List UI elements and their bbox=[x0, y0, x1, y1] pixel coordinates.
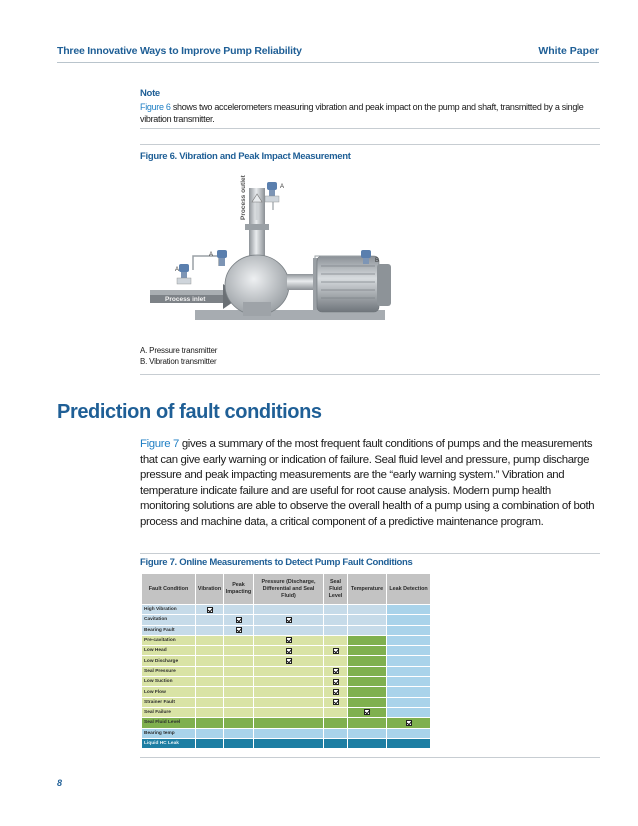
process-inlet-label: Process inlet bbox=[165, 296, 206, 303]
measurement-cell bbox=[196, 646, 224, 656]
measurement-cell bbox=[196, 707, 224, 717]
running-header-title: Three Innovative Ways to Improve Pump Reliability bbox=[57, 45, 302, 57]
checkmark-icon bbox=[333, 699, 339, 705]
pressure-transmitter-a-inlet bbox=[177, 264, 191, 284]
fault-condition-cell: Low Discharge bbox=[142, 656, 196, 666]
measurement-cell bbox=[387, 697, 431, 707]
measurement-cell bbox=[387, 625, 431, 635]
fault-condition-cell: Strainer Fault bbox=[142, 697, 196, 707]
measurement-cell bbox=[254, 666, 324, 676]
fault-conditions-table bbox=[141, 573, 431, 749]
measurement-cell bbox=[224, 687, 254, 697]
table-row bbox=[142, 625, 431, 635]
fault-condition-cell: Bearing temp bbox=[142, 728, 196, 738]
note-title: Note bbox=[140, 88, 160, 99]
table-row bbox=[142, 615, 431, 625]
measurement-cell bbox=[254, 718, 324, 728]
measurement-cell bbox=[254, 677, 324, 687]
measurement-cell bbox=[254, 646, 324, 656]
fault-condition-cell: Pre-cavitation bbox=[142, 635, 196, 645]
fault-condition-cell: Liquid HC Leak bbox=[142, 738, 196, 748]
checkmark-icon bbox=[286, 658, 292, 664]
legend-item-b: B. Vibration transmitter bbox=[140, 357, 217, 366]
measurement-cell bbox=[324, 625, 348, 635]
measurement-cell bbox=[348, 718, 387, 728]
running-header-doc-type: White Paper bbox=[538, 45, 599, 57]
column-header: Pressure (Discharge, Differential and Seal Fluid) bbox=[254, 574, 324, 605]
checkmark-icon bbox=[286, 648, 292, 654]
table-row bbox=[142, 605, 431, 615]
checkmark-icon bbox=[207, 607, 213, 613]
header-rule bbox=[57, 62, 599, 63]
fault-condition-cell: Bearing Fault bbox=[142, 625, 196, 635]
measurement-cell bbox=[224, 728, 254, 738]
measurement-cell bbox=[196, 656, 224, 666]
measurement-cell bbox=[224, 615, 254, 625]
measurement-cell bbox=[254, 625, 324, 635]
label-a-casing: A bbox=[209, 252, 214, 258]
checkmark-icon bbox=[333, 679, 339, 685]
measurement-cell bbox=[348, 697, 387, 707]
table-header-row bbox=[142, 574, 431, 605]
note-rule bbox=[140, 128, 600, 129]
figure7-top-rule bbox=[140, 553, 600, 554]
motor bbox=[317, 256, 379, 312]
figure6-top-rule bbox=[140, 144, 600, 145]
measurement-cell bbox=[196, 687, 224, 697]
measurement-cell bbox=[196, 615, 224, 625]
measurement-cell bbox=[254, 635, 324, 645]
column-header: Temperature bbox=[348, 574, 387, 605]
checkmark-icon bbox=[333, 648, 339, 654]
measurement-cell bbox=[224, 646, 254, 656]
fault-condition-cell: Low Suction bbox=[142, 677, 196, 687]
checkmark-icon bbox=[236, 627, 242, 633]
measurement-cell bbox=[224, 635, 254, 645]
measurement-cell bbox=[324, 605, 348, 615]
measurement-cell bbox=[324, 677, 348, 687]
legend-item-a: A. Pressure transmitter bbox=[140, 346, 218, 355]
measurement-cell bbox=[224, 707, 254, 717]
measurement-cell bbox=[324, 697, 348, 707]
checkmark-icon bbox=[333, 689, 339, 695]
table-row bbox=[142, 646, 431, 656]
checkmark-icon bbox=[236, 617, 242, 623]
section-heading: Prediction of fault conditions bbox=[57, 401, 322, 423]
table-row bbox=[142, 635, 431, 645]
measurement-cell bbox=[324, 738, 348, 748]
measurement-cell bbox=[387, 687, 431, 697]
measurement-cell bbox=[224, 625, 254, 635]
figure6-bottom-rule bbox=[140, 374, 600, 375]
measurement-cell bbox=[254, 707, 324, 717]
figure-7-link[interactable]: Figure 7 bbox=[140, 438, 179, 450]
measurement-cell bbox=[254, 615, 324, 625]
column-header: Fault Condition bbox=[142, 574, 196, 605]
measurement-cell bbox=[387, 605, 431, 615]
fault-condition-cell: Low Head bbox=[142, 646, 196, 656]
measurement-cell bbox=[348, 677, 387, 687]
column-header: Vibration bbox=[196, 574, 224, 605]
table-row bbox=[142, 677, 431, 687]
measurement-cell bbox=[196, 625, 224, 635]
fault-condition-cell: Seal Failure bbox=[142, 707, 196, 717]
measurement-cell bbox=[254, 605, 324, 615]
column-header: Peak Impacting bbox=[224, 574, 254, 605]
column-header: Seal Fluid Level bbox=[324, 574, 348, 605]
measurement-cell bbox=[324, 656, 348, 666]
measurement-cell bbox=[196, 677, 224, 687]
measurement-cell bbox=[348, 666, 387, 676]
measurement-cell bbox=[387, 646, 431, 656]
measurement-cell bbox=[348, 687, 387, 697]
measurement-cell bbox=[196, 605, 224, 615]
pressure-transmitter-a-outlet bbox=[265, 182, 279, 202]
measurement-cell bbox=[324, 635, 348, 645]
figure7-bottom-rule bbox=[140, 757, 600, 758]
measurement-cell bbox=[387, 666, 431, 676]
measurement-cell bbox=[254, 728, 324, 738]
measurement-cell bbox=[387, 738, 431, 748]
measurement-cell bbox=[387, 707, 431, 717]
table-row bbox=[142, 728, 431, 738]
fault-condition-cell: Seal Pressure bbox=[142, 666, 196, 676]
measurement-cell bbox=[224, 718, 254, 728]
measurement-cell bbox=[224, 697, 254, 707]
measurement-cell bbox=[224, 677, 254, 687]
figure6-legend bbox=[140, 345, 217, 367]
table-row bbox=[142, 697, 431, 707]
measurement-cell bbox=[196, 697, 224, 707]
measurement-cell bbox=[348, 707, 387, 717]
measurement-cell bbox=[348, 625, 387, 635]
table-row bbox=[142, 687, 431, 697]
measurement-cell bbox=[387, 728, 431, 738]
fault-condition-cell: Low Flow bbox=[142, 687, 196, 697]
measurement-cell bbox=[196, 738, 224, 748]
figure-6-link[interactable]: Figure 6 bbox=[140, 101, 171, 112]
figure6-pump-diagram bbox=[145, 170, 445, 338]
measurement-cell bbox=[387, 635, 431, 645]
measurement-cell bbox=[348, 635, 387, 645]
measurement-cell bbox=[196, 635, 224, 645]
table-row bbox=[142, 707, 431, 717]
measurement-cell bbox=[387, 615, 431, 625]
label-b: B bbox=[375, 258, 380, 264]
measurement-cell bbox=[224, 605, 254, 615]
measurement-cell bbox=[254, 697, 324, 707]
measurement-cell bbox=[224, 738, 254, 748]
measurement-cell bbox=[224, 656, 254, 666]
measurement-cell bbox=[348, 738, 387, 748]
measurement-cell bbox=[348, 615, 387, 625]
checkmark-icon bbox=[406, 720, 412, 726]
note-body: shows two accelerometers measuring vibration and peak impact on the pump and shaft, transmitted by a single vibration transmitter. bbox=[140, 101, 584, 124]
measurement-cell bbox=[348, 646, 387, 656]
note-text bbox=[140, 101, 600, 126]
table-row bbox=[142, 718, 431, 728]
table-body bbox=[142, 605, 431, 749]
process-outlet-label: Process outlet bbox=[240, 175, 247, 220]
checkmark-icon bbox=[286, 617, 292, 623]
measurement-cell bbox=[196, 666, 224, 676]
measurement-cell bbox=[324, 707, 348, 717]
label-a-outlet: A bbox=[280, 184, 285, 190]
measurement-cell bbox=[196, 718, 224, 728]
label-a-inlet: A bbox=[175, 267, 180, 273]
measurement-cell bbox=[387, 656, 431, 666]
section-paragraph bbox=[140, 437, 600, 530]
measurement-cell bbox=[224, 666, 254, 676]
checkmark-icon bbox=[333, 668, 339, 674]
table-row bbox=[142, 738, 431, 748]
checkmark-icon bbox=[364, 709, 370, 715]
figure7-title: Figure 7. Online Measurements to Detect Pump Fault Conditions bbox=[140, 557, 413, 568]
measurement-cell bbox=[254, 738, 324, 748]
measurement-cell bbox=[324, 666, 348, 676]
measurement-cell bbox=[324, 728, 348, 738]
page-number: 8 bbox=[57, 778, 63, 788]
note-box bbox=[140, 88, 600, 126]
measurement-cell bbox=[196, 728, 224, 738]
table-row bbox=[142, 656, 431, 666]
checkmark-icon bbox=[286, 637, 292, 643]
measurement-cell bbox=[348, 656, 387, 666]
table-row bbox=[142, 666, 431, 676]
measurement-cell bbox=[348, 605, 387, 615]
pump-shaft-housing bbox=[287, 274, 315, 290]
section-paragraph-text: gives a summary of the most frequent fault conditions of pumps and the measurements that can give early warning or indication of failure. Seal fluid level and pressure, pump discharge pressure and peak impacting measurements are the “early warning system.” Vibration and temperature indicate failure and are useful for root cause analysis. Modern pump health monitoring solutions are able to observe the overall health of a pump using a combination of both process and machine data, a critical component of a predictive maintenance program. bbox=[140, 438, 595, 528]
figure6-title: Figure 6. Vibration and Peak Impact Measurement bbox=[140, 151, 351, 162]
measurement-cell bbox=[387, 677, 431, 687]
measurement-cell bbox=[254, 687, 324, 697]
fault-condition-cell: Seal Fluid Level bbox=[142, 718, 196, 728]
measurement-cell bbox=[324, 687, 348, 697]
measurement-cell bbox=[387, 718, 431, 728]
fault-condition-cell: High Vibration bbox=[142, 605, 196, 615]
measurement-cell bbox=[324, 646, 348, 656]
fault-condition-cell: Cavitation bbox=[142, 615, 196, 625]
measurement-cell bbox=[254, 656, 324, 666]
measurement-cell bbox=[324, 718, 348, 728]
column-header: Leak Detection bbox=[387, 574, 431, 605]
measurement-cell bbox=[348, 728, 387, 738]
measurement-cell bbox=[324, 615, 348, 625]
